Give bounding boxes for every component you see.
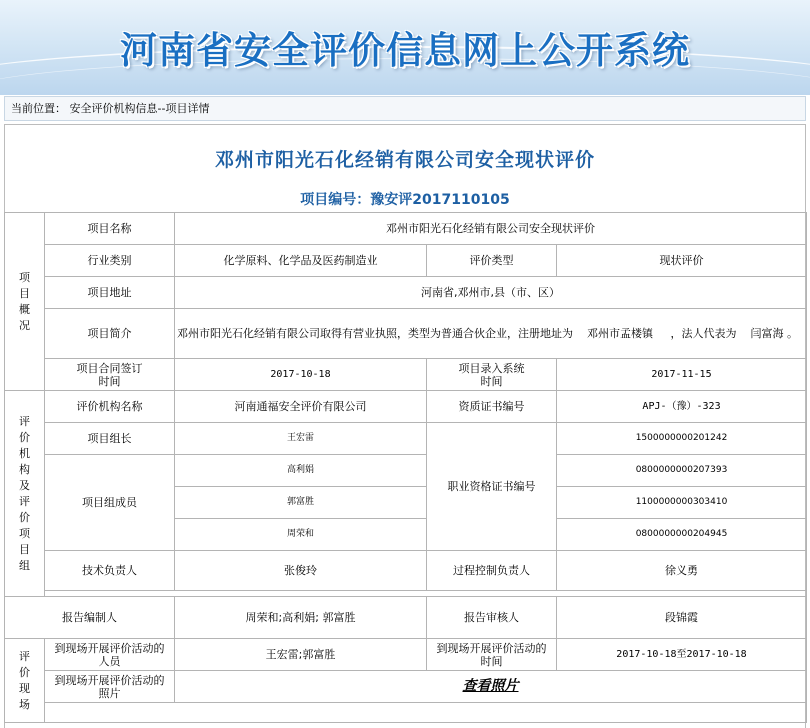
eval-type-value: 现状评价: [557, 245, 807, 277]
org-value: 河南通福安全评价有限公司: [175, 391, 427, 423]
section-site: 评价现场: [5, 639, 45, 723]
org-label: 评价机构名称: [45, 391, 175, 423]
table-row: [5, 639, 807, 671]
table-row: [5, 359, 807, 391]
intro-label: 项目简介: [45, 309, 175, 359]
site-title: 河南省安全评价信息网上公开系统: [120, 29, 690, 72]
reviewer-value: 段锦霞: [557, 597, 807, 639]
site-photo-cell: [175, 671, 807, 703]
site-people-value: 王宏雷;郭富胜: [175, 639, 427, 671]
industry-value: 化学原料、化学品及医药制造业: [175, 245, 427, 277]
process-lead-label: 过程控制负责人: [427, 551, 557, 591]
section-overview: 项目概况: [5, 213, 45, 391]
member-cert: 1100000000303410: [557, 487, 807, 519]
site-time-label: 到现场开展评价活动的时间: [427, 639, 557, 671]
members-label: 项目组成员: [45, 455, 175, 551]
project-code-value: 豫安评2017110105: [370, 192, 510, 208]
cert-label: 资质证书编号: [427, 391, 557, 423]
table-row: [5, 597, 807, 639]
intro-value: 邓州市阳光石化经销有限公司取得有营业执照，类型为普通合伙企业，注册地址为 邓州市孟楼镇 ，法人代表为 闫富海 。: [175, 309, 807, 359]
contract-date-value: 2017-10-18: [175, 359, 427, 391]
member-name: 周荣和: [175, 519, 427, 551]
leader-cert: 1500000000201242: [557, 423, 807, 455]
entry-date-label: 项目录入系统时间: [427, 359, 557, 391]
industry-label: 行业类别: [45, 245, 175, 277]
writer-label: 报告编制人: [5, 597, 175, 639]
project-code: [5, 189, 805, 209]
tech-lead-value: 张俊玲: [175, 551, 427, 591]
leader-label: 项目组长: [45, 423, 175, 455]
contract-date-label: 项目合同签订时间: [45, 359, 175, 391]
table-row: [5, 213, 807, 245]
table-row: [5, 391, 807, 423]
site-people-label: 到现场开展评价活动的人员: [45, 639, 175, 671]
project-title: 邓州市阳光石化经销有限公司安全现状评价: [214, 149, 595, 171]
project-code-label: 项目编号：: [300, 192, 371, 208]
project-name-label: 项目名称: [45, 213, 175, 245]
project-detail-table: [4, 212, 807, 723]
leader-value: 王宏雷: [175, 423, 427, 455]
member-cert: 0800000000204945: [557, 519, 807, 551]
table-row: [5, 551, 807, 591]
member-cert: 0800000000207393: [557, 455, 807, 487]
table-row: [5, 671, 807, 703]
writer-value: 周荣和;高利娟; 郭富胜: [175, 597, 427, 639]
view-photos-link[interactable]: 查看照片: [462, 678, 519, 694]
table-row: [5, 423, 807, 455]
site-photo-label: 到现场开展评价活动的照片: [45, 671, 175, 703]
breadcrumb-path: 安全评价机构信息--项目详情: [69, 102, 210, 115]
section-team: 评价机构及评价项目组: [5, 391, 45, 597]
site-time-value: 2017-10-18至2017-10-18: [557, 639, 807, 671]
reviewer-label: 报告审核人: [427, 597, 557, 639]
tech-lead-label: 技术负责人: [45, 551, 175, 591]
table-row: [5, 703, 807, 723]
table-row: [5, 245, 807, 277]
member-name: 郭富胜: [175, 487, 427, 519]
process-lead-value: 徐义勇: [557, 551, 807, 591]
qual-cert-label: 职业资格证书编号: [427, 423, 557, 551]
eval-type-label: 评价类型: [427, 245, 557, 277]
project-name-value: 邓州市阳光石化经销有限公司安全现状评价: [175, 213, 807, 245]
table-row: [5, 309, 807, 359]
header-banner: [0, 0, 810, 95]
breadcrumb: [4, 96, 806, 121]
member-name: 高利娟: [175, 455, 427, 487]
breadcrumb-label: 当前位置：: [11, 102, 66, 115]
address-label: 项目地址: [45, 277, 175, 309]
cert-value: APJ-（豫）-323: [557, 391, 807, 423]
entry-date-value: 2017-11-15: [557, 359, 807, 391]
address-value: 河南省,邓州市,县（市、区）: [175, 277, 807, 309]
table-row: [5, 455, 807, 487]
table-row: [5, 277, 807, 309]
